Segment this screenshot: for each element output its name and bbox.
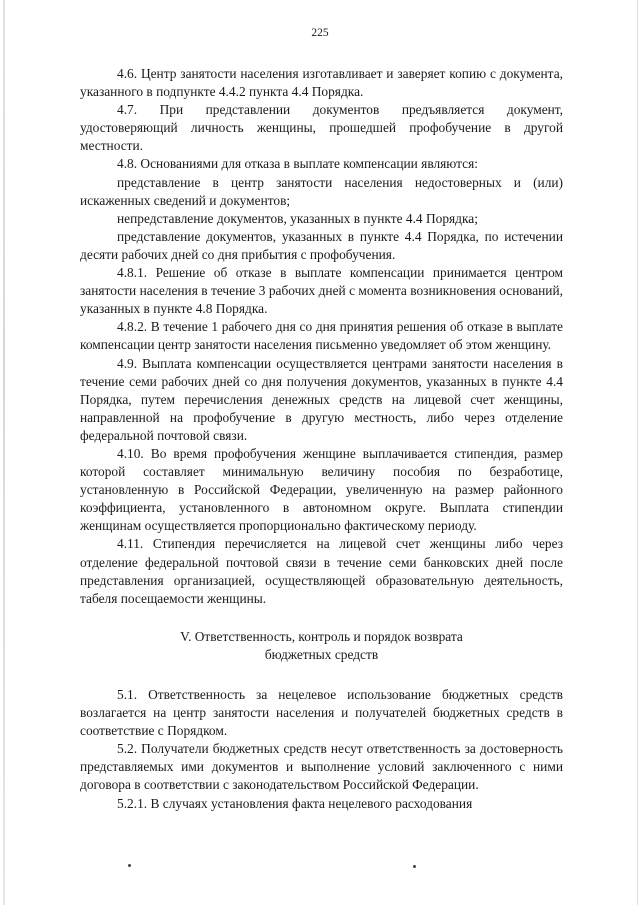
section-heading-line-2: бюджетных средств bbox=[264, 646, 379, 662]
paragraph-4-8-1: 4.8.1. Решение об отказе в выплате компенсации принимается центром занятости населения в течение 3 рабочих дней с момента возникновения оснований, указанных в пункте 4.8 Порядка. bbox=[80, 265, 563, 317]
paragraph-4-8: 4.8. Основаниями для отказа в выплате компенсации являются: bbox=[117, 156, 478, 172]
paragraph-4-9: 4.9. Выплата компенсации осуществляется центрами занятости населения в течение семи рабочих дней со дня получения документов, указанных в пункте 4.4 Порядка, путем перечисления денежных средств на лицевой счет женщины, направленной на профобучение в другую местность, либо через отделение федеральной почтовой связи. bbox=[80, 355, 563, 443]
paragraph-4-8-2: 4.8.2. В течение 1 рабочего дня со дня принятия решения об отказе в выплате компенсации центр занятости населения письменно уведомляет об этом женщину. bbox=[80, 319, 563, 353]
section-heading-line-1: V. Ответственность, контроль и порядок возврата bbox=[180, 628, 463, 644]
paragraph-4-8-item-1: представление в центр занятости населения недостоверных и (или) искаженных сведений и документов; bbox=[80, 174, 563, 208]
scan-speck-1 bbox=[128, 864, 131, 867]
document-body bbox=[80, 65, 563, 813]
paragraph-4-10: 4.10. Во время профобучения женщине выплачивается стипендия, размер которой составляет минимальную величину пособия по безработице, установленную в Российской Федерации, увеличенную на размер районного коэффициента, установленного в автономном округе. Выплата стипендии женщинам осуществляется пропорционально фактическому периоду. bbox=[80, 445, 563, 534]
paragraph-5-1: 5.1. Ответственность за нецелевое использование бюджетных средств возлагается на центр занятости населения и получателей бюджетных средств в соответствие с Порядком. bbox=[80, 687, 563, 739]
page-number: 225 bbox=[311, 27, 329, 39]
paragraph-4-11: 4.11. Стипендия перечисляется на лицевой счет женщины либо через отделение федеральной почтовой связи в течение семи банковских дней после представления организацией, осуществляющей образовательную деятельность, табеля посещаемости женщины. bbox=[80, 536, 563, 606]
paragraph-4-8-item-3: представление документов, указанных в пункте 4.4 Порядка, по истечении десяти рабочих дней со дня прибытия с профобучения. bbox=[80, 228, 563, 262]
paragraph-5-2: 5.2. Получатели бюджетных средств несут ответственность за достоверность представляемых ими документов и выполнение условий заключенного с ними договора в соответствии с законодательством Российской Федерации. bbox=[80, 741, 563, 793]
paragraph-4-6: 4.6. Центр занятости населения изготавливает и заверяет копию с документа, указанного в подпункте 4.4.2 пункта 4.4 Порядка. bbox=[80, 66, 563, 100]
paragraph-4-7: 4.7. При представлении документов предъявляется документ, удостоверяющий личность женщины, прошедшей профобучение в другой местности. bbox=[80, 102, 563, 154]
scan-edge-left bbox=[3, 0, 5, 905]
paragraph-5-2-1: 5.2.1. В случаях установления факта нецелевого расходования bbox=[117, 795, 473, 811]
paragraph-4-8-item-2: непредставление документов, указанных в пункте 4.4 Порядка; bbox=[117, 210, 478, 226]
scan-edge-right bbox=[637, 0, 638, 905]
scan-speck-2 bbox=[413, 865, 416, 868]
section-heading bbox=[80, 628, 563, 664]
